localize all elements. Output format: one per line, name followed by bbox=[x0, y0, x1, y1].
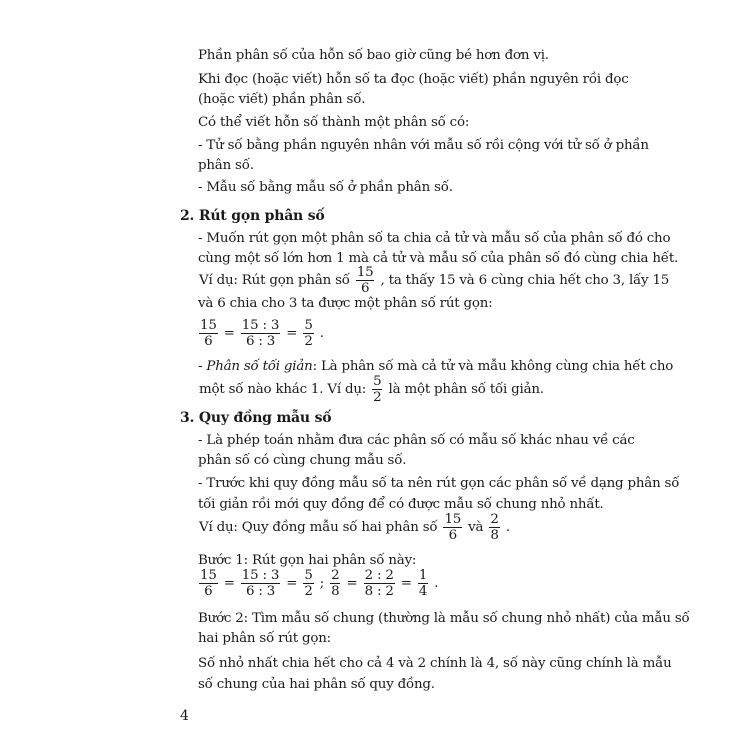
fraction-denominator: 2 bbox=[373, 390, 382, 405]
fraction-numerator: 2 bbox=[331, 568, 340, 583]
fraction-denominator: 6 bbox=[360, 281, 370, 296]
fraction-numerator: 15 bbox=[200, 318, 217, 333]
fraction-denominator: 4 bbox=[418, 584, 428, 599]
text-line: - Trước khi quy đồng mẫu số ta nên rút gọn các phân số về dạng phân số bbox=[198, 476, 680, 491]
fraction-denominator: 6 bbox=[448, 528, 457, 543]
fraction-denominator: 6 : 3 bbox=[245, 584, 276, 599]
fraction-2-8 bbox=[489, 512, 499, 543]
text-line: cùng một số lớn hơn 1 mà cả tử và mẫu số của phân số đó cùng chia hết. bbox=[198, 251, 679, 266]
semicolon: ; bbox=[319, 575, 325, 591]
fraction-denominator: 6 bbox=[204, 584, 213, 599]
equals-sign: = bbox=[286, 575, 298, 591]
text-line: phân số có cùng chung mẫu số. bbox=[198, 453, 407, 468]
text-line: và 6 chia cho 3 ta được một phân số rút gọn: bbox=[198, 296, 493, 311]
text-line: phân số. bbox=[198, 158, 254, 173]
text-line: hai phân số rút gọn: bbox=[198, 631, 331, 646]
text-line: số chung của hai phân số quy đồng. bbox=[198, 677, 435, 692]
fraction-denominator: 2 bbox=[304, 334, 313, 349]
fraction-numerator: 15 bbox=[444, 512, 462, 527]
text-segment: là một phân số tối giản. bbox=[388, 381, 544, 397]
text-segment: Ví dụ: Rút gọn phân số bbox=[199, 272, 350, 288]
fraction-denominator: 6 : 3 bbox=[245, 334, 276, 349]
text-line: Bước 1: Rút gọn hai phân số này: bbox=[198, 553, 417, 568]
fraction-15div3-6div3 bbox=[241, 568, 280, 599]
fraction-denominator: 2 bbox=[304, 584, 313, 599]
text-line: - Muốn rút gọn một phân số ta chia cả tử và mẫu số của phân số đó cho bbox=[198, 231, 671, 246]
example-line bbox=[198, 265, 670, 296]
fraction-5-2 bbox=[303, 568, 313, 599]
fraction-15div3-6div3 bbox=[241, 318, 280, 349]
fraction-15-6 bbox=[356, 265, 375, 296]
fraction-numerator: 15 : 3 bbox=[241, 568, 280, 583]
page-number: 4 bbox=[180, 708, 189, 724]
text-line: Có thể viết hỗn số thành một phân số có: bbox=[198, 115, 470, 130]
period: . bbox=[505, 519, 510, 535]
fraction-15-6 bbox=[443, 512, 462, 543]
equals-sign: = bbox=[223, 325, 235, 341]
fraction-1-4 bbox=[418, 568, 428, 599]
fraction-denominator: 6 bbox=[204, 334, 213, 349]
equals-sign: = bbox=[286, 325, 298, 341]
fraction-5-2 bbox=[303, 318, 313, 349]
section-heading-2: 2. Rút gọn phân số bbox=[180, 208, 325, 224]
text-line: - Tử số bằng phần nguyên nhân với mẫu số rồi cộng với tử số ở phần bbox=[198, 138, 649, 153]
text-line: - Mẫu số bằng mẫu số ở phần phân số. bbox=[198, 180, 453, 195]
period: . bbox=[319, 325, 324, 341]
period: . bbox=[434, 575, 439, 591]
equals-sign: = bbox=[400, 575, 412, 591]
equals-sign: = bbox=[346, 575, 358, 591]
fraction-denominator: 8 : 2 bbox=[364, 584, 394, 599]
text-line: tối giản rồi mới quy đồng để có được mẫu số chung nhỏ nhất. bbox=[198, 497, 604, 512]
example-line bbox=[198, 512, 511, 543]
example-line bbox=[198, 374, 545, 405]
math-line bbox=[198, 318, 325, 349]
text-line: (hoặc viết) phần phân số. bbox=[198, 92, 366, 107]
text-segment: và bbox=[468, 519, 484, 535]
fraction-numerator: 1 bbox=[418, 568, 428, 583]
fraction-15-6 bbox=[199, 568, 218, 599]
fraction-numerator: 2 bbox=[490, 512, 499, 527]
text-line: Phần phân số của hỗn số bao giờ cũng bé hơn đơn vị. bbox=[198, 48, 549, 63]
fraction-numerator: 15 bbox=[200, 568, 217, 583]
fraction-numerator: 5 bbox=[304, 568, 313, 583]
fraction-numerator: 15 : 3 bbox=[241, 318, 280, 333]
italic-term: - Phân số tối giản bbox=[198, 359, 313, 374]
fraction-5-2 bbox=[372, 374, 382, 405]
text-segment: : Là phân số mà cả tử và mẫu không cùng chia hết cho bbox=[312, 359, 674, 374]
text-segment: một số nào khác 1. Ví dụ: bbox=[199, 381, 367, 397]
section-heading-3: 3. Quy đồng mẫu số bbox=[180, 410, 332, 426]
fraction-2-8 bbox=[330, 568, 340, 599]
text-line: Bước 2: Tìm mẫu số chung (thường là mẫu số chung nhỏ nhất) của mẫu số bbox=[198, 611, 690, 626]
fraction-15-6 bbox=[199, 318, 218, 349]
text-line: - Là phép toán nhằm đưa các phân số có mẫu số khác nhau về các bbox=[198, 433, 635, 448]
fraction-numerator: 5 bbox=[304, 318, 313, 333]
text-segment: Ví dụ: Quy đồng mẫu số hai phân số bbox=[199, 519, 438, 535]
fraction-numerator: 15 bbox=[356, 265, 374, 280]
text-line: Số nhỏ nhất chia hết cho cả 4 và 2 chính là 4, số này cũng chính là mẫu bbox=[198, 656, 672, 671]
text-line: Khi đọc (hoặc viết) hỗn số ta đọc (hoặc viết) phần nguyên rồi đọc bbox=[198, 72, 629, 87]
fraction-numerator: 5 bbox=[373, 374, 382, 389]
equals-sign: = bbox=[223, 575, 235, 591]
fraction-numerator: 2 : 2 bbox=[364, 568, 394, 583]
text-segment: , ta thấy 15 và 6 cùng chia hết cho 3, lấy 15 bbox=[380, 272, 670, 288]
fraction-denominator: 8 bbox=[490, 528, 499, 543]
fraction-denominator: 8 bbox=[331, 584, 340, 599]
fraction-2div2-8div2 bbox=[364, 568, 395, 599]
math-line bbox=[198, 568, 439, 599]
